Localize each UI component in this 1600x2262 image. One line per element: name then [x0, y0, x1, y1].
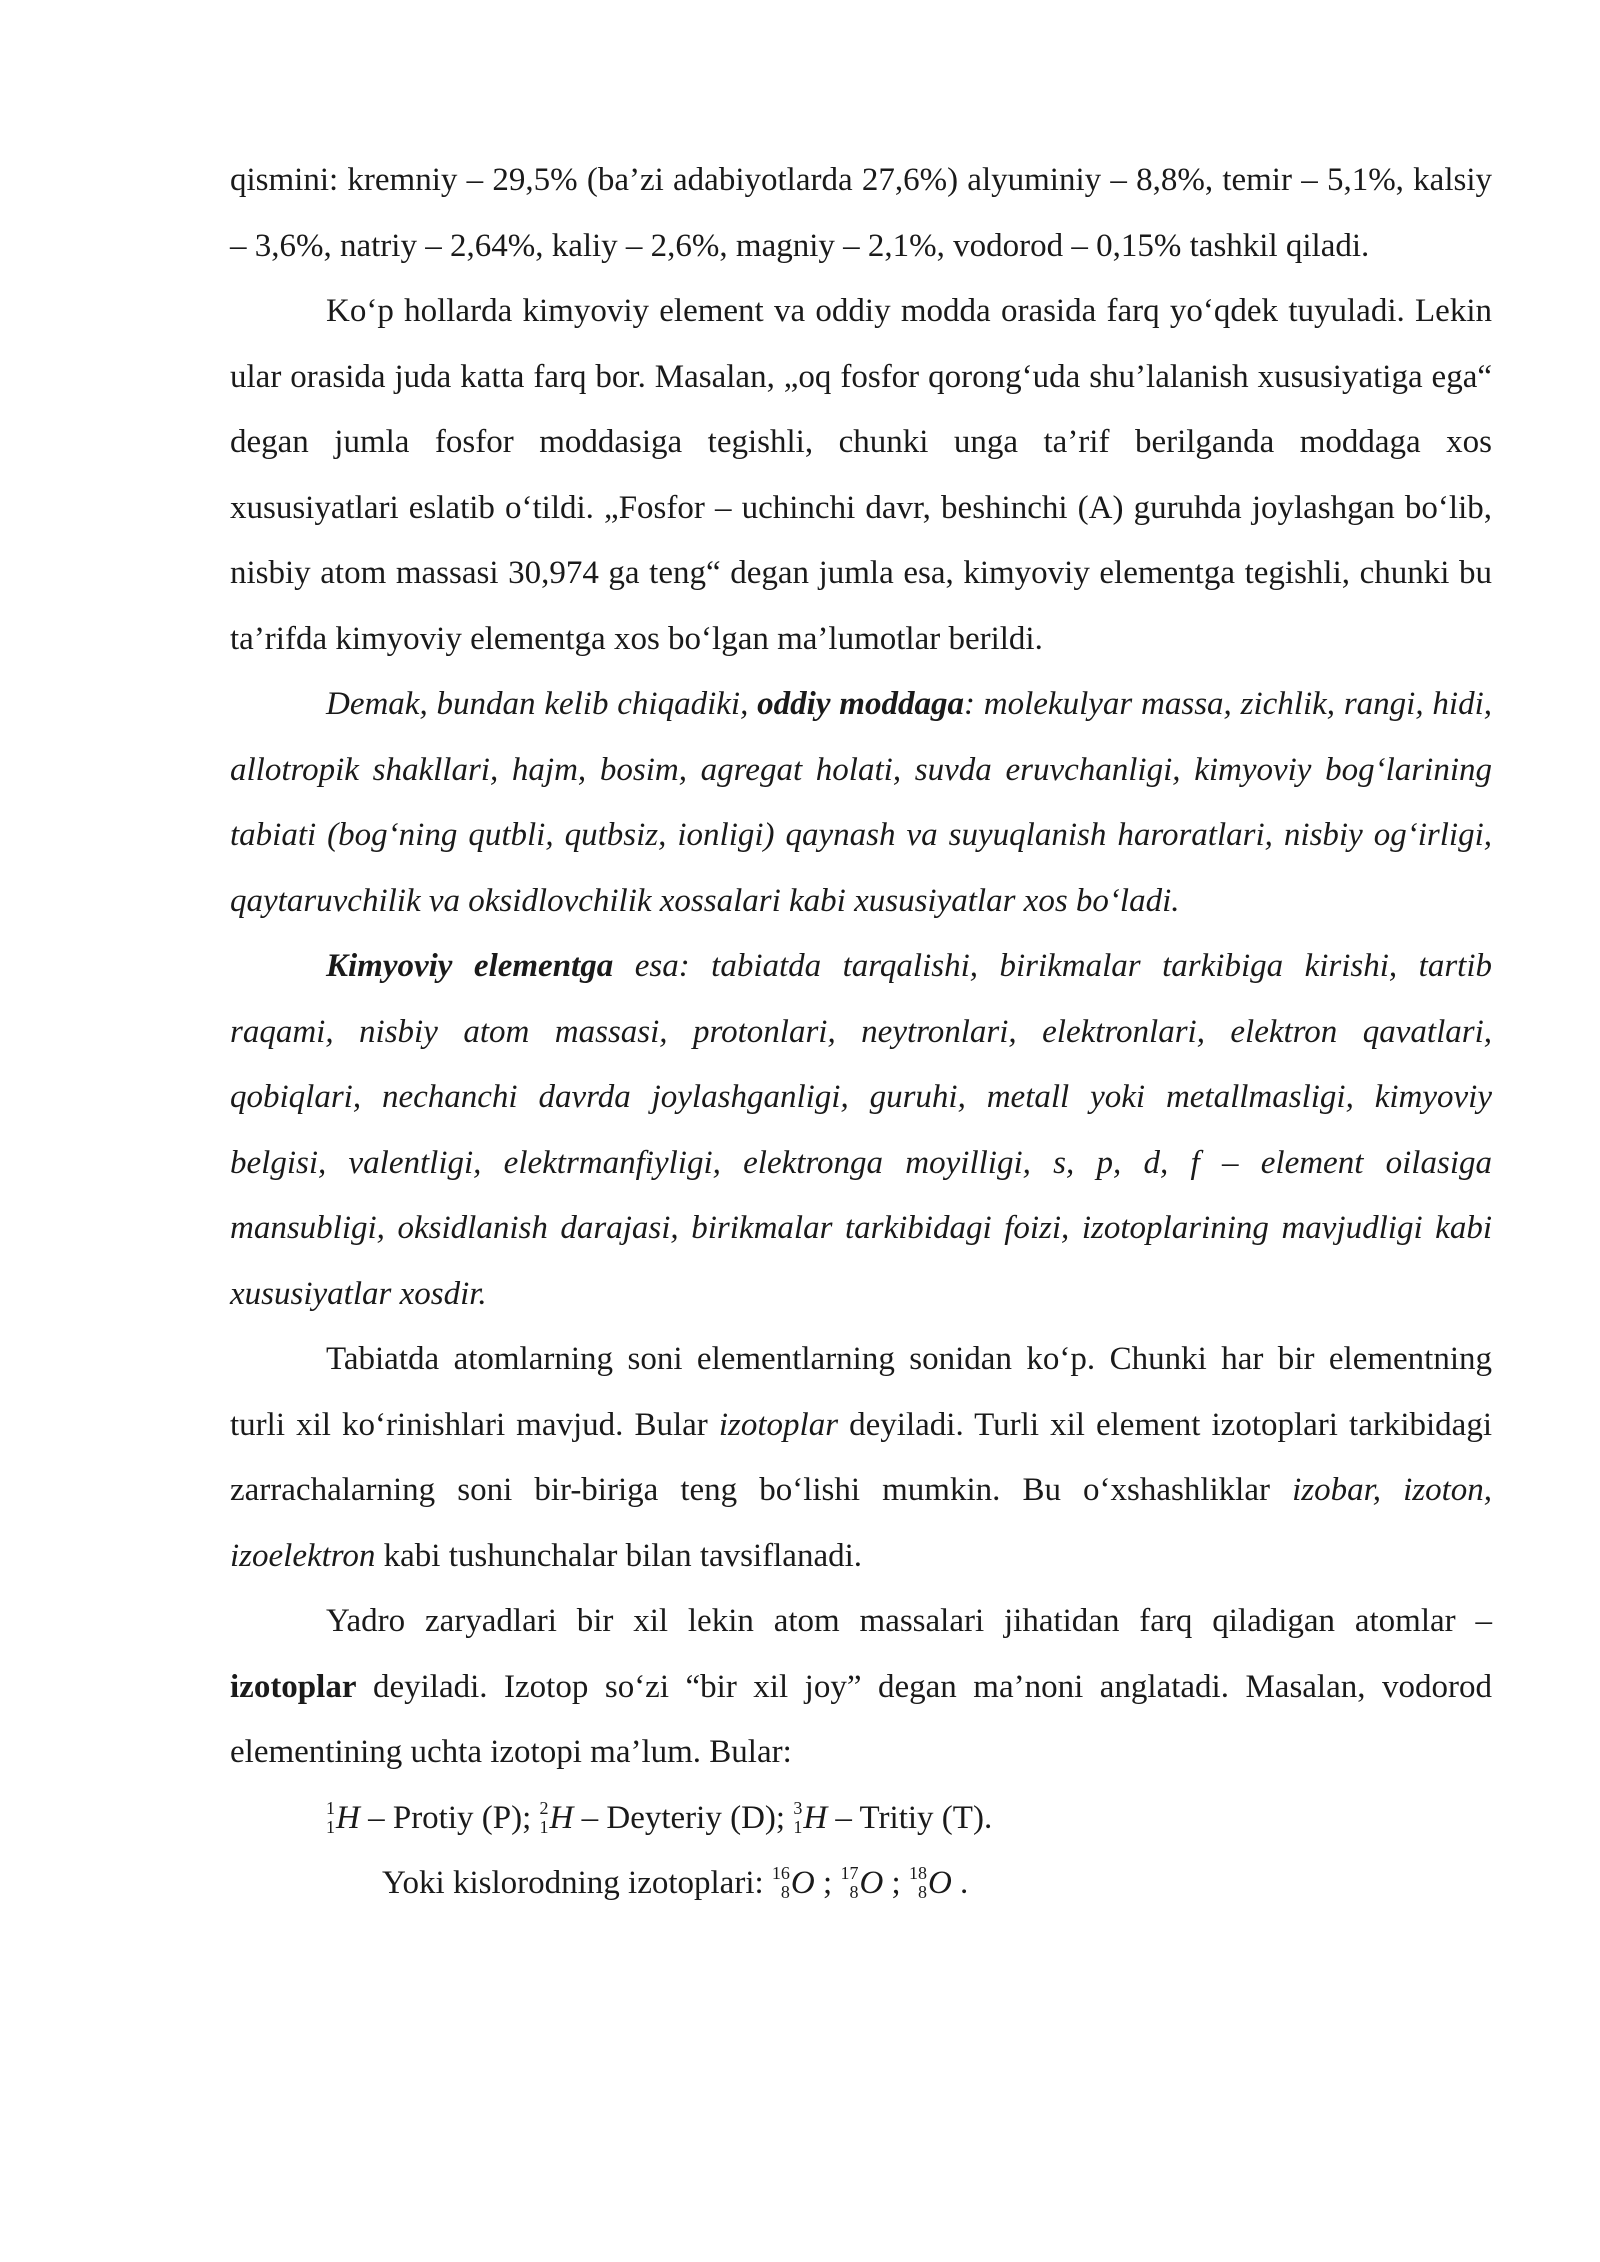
isotope-label: – Tritiy (T). [827, 1799, 993, 1836]
paragraph-text: Ko‘p hollarda kimyoviy element va oddiy modda orasida farq yo‘qdek tuyuladi. Lekin ular orasida juda katta farq bor. Masalan, „oq fosfor qorong‘uda shu’lalanish xususiyatiga ega“ degan jumla fosfor moddasiga tegishli, chunki unga ta’rif berilganda moddaga xos xususiyatlari eslatib o‘tildi. „Fosfor – uchinchi davr, beshinchi (A) guruhda joylashgan bo‘lib, nisbiy atom massasi 30,974 ga teng“ degan jumla esa, kimyoviy elementga tegishli, chunki bu ta’rifda kimyoviy elementga xos bo‘lgan ma’lumotlar berildi. [230, 293, 1492, 657]
mass-number: 3 [793, 1797, 803, 1818]
isotope-notation [540, 1786, 574, 1852]
element-symbol: H [336, 1799, 360, 1836]
paragraph-text: deyiladi. Izotop so‘zi “bir xil joy” degan ma’noni anglatadi. Masalan, vodorod elementining uchta izotopi ma’lum. Bular: [230, 1668, 1492, 1770]
paragraph-element-percentages [230, 148, 1492, 279]
mass-number: 1 [326, 1797, 335, 1818]
atomic-number: 8 [849, 1882, 859, 1903]
paragraph-text: : molekulyar massa, zichlik, rangi, hidi, allotropik shakllari, hajm, bosim, agregat holati, suvda eruvchanligi, kimyoviy bog‘larining tabiati (bog‘ning qutbli, qutbsiz, ionligi) qaynash va suyuqlanish haroratlari, nisbiy og‘irligi, qaytaruvchilik va oksidlovchilik xossalari kabi xususiyatlar xos bo‘ladi. [230, 686, 1493, 919]
isotope-label: – Deyteriy (D); [573, 1799, 794, 1836]
paragraph-text: kabi tushunchalar bilan tavsiflanadi. [375, 1537, 863, 1574]
element-symbol: O [790, 1865, 815, 1901]
paragraph-text: Yadro zaryadlari bir xil lekin atom massalari jihatidan farq qiladigan atomlar – [326, 1603, 1492, 1639]
isotope-notation [840, 1851, 883, 1917]
isotope-separator: ; [883, 1865, 909, 1901]
element-symbol: O [927, 1865, 952, 1901]
isotope-separator: ; [814, 1865, 841, 1901]
atomic-number: 1 [326, 1816, 335, 1837]
oxygen-prefix: Yoki kislorodning izotoplari: [382, 1865, 772, 1901]
paragraph-isotope-definition [230, 1589, 1492, 1786]
term-kimyoviy-elementga: Kimyoviy elementga [326, 948, 614, 984]
isotope-notation [772, 1851, 815, 1917]
isotope-notation [326, 1786, 360, 1852]
element-symbol: H [803, 1799, 828, 1836]
term-izotoplar-bold: izotoplar [230, 1668, 357, 1705]
mass-number: 2 [539, 1797, 549, 1818]
paragraph-text: Tabiatda atomlarning soni elementlarning sonidan ko‘p. Chunki har bir elementning turli xil ko‘rinishlari mavjud. Bular [230, 1341, 1492, 1443]
paragraph-text: esa: tabiatda tarqalishi, birikmalar tarkibiga kirishi, tartib raqami, nisbiy atom massasi, protonlari, neytronlari, elektronlari, elektron qavatlari, qobiqlari, nechanchi davrda joylashganligi, guruhi, metall yoki metallmasligi, kimyoviy belgisi, valentligi, elektrmanfiyligi, elektronga moyilligi, s, p, d, f – element oilasiga mansubligi, oksidlanish darajasi, birikmalar tarkibidagi foizi, izotoplarining mavjudligi kabi xususiyatlar xosdir. [230, 948, 1492, 1312]
atomic-number: 8 [917, 1882, 927, 1903]
atomic-number: 1 [539, 1816, 549, 1837]
paragraph-text: Demak, bundan kelib chiqadiki, [326, 686, 758, 722]
paragraph-text: qismini: kremniy – 29,5% (ba’zi adabiyotlarda 27,6%) alyuminiy – 8,8%, temir – 5,1%, kalsiy – 3,6%, natriy – 2,64%, kaliy – 2,6%, magniy – 2,1%, vodorod – 0,15% tashkil qiladi. [230, 162, 1492, 264]
isotope-notation [793, 1786, 827, 1852]
isotope-notation [909, 1851, 952, 1917]
paragraph-simple-substance [230, 672, 1492, 934]
paragraph-text: deyiladi. Turli xil element izotoplari tarkibidagi zarrachalarning soni bir-biriga teng bo‘lishi mumkin. Bu o‘xshashliklar [230, 1406, 1492, 1508]
hydrogen-isotopes-line [230, 1786, 1492, 1852]
element-symbol: H [549, 1799, 574, 1836]
atomic-number: 1 [793, 1816, 803, 1837]
paragraph-chemical-element [230, 934, 1492, 1327]
term-izotoplar: izotoplar [718, 1406, 839, 1443]
atomic-number: 8 [780, 1882, 790, 1903]
document-page [230, 148, 1492, 1917]
paragraph-element-vs-substance [230, 279, 1492, 672]
mass-number: 16 [771, 1863, 790, 1884]
element-symbol: O [859, 1865, 884, 1901]
oxygen-isotopes-line [230, 1851, 1492, 1917]
paragraph-isotopes-intro [230, 1327, 1492, 1589]
term-izobar-izoton: izobar, izoton, izoelektron [230, 1472, 1493, 1574]
isotope-label: – Protiy (P); [359, 1799, 540, 1836]
mass-number: 18 [908, 1863, 927, 1884]
mass-number: 17 [840, 1863, 859, 1884]
term-oddiy-moddaga: oddiy moddaga [757, 686, 964, 722]
isotope-separator: . [951, 1865, 969, 1901]
